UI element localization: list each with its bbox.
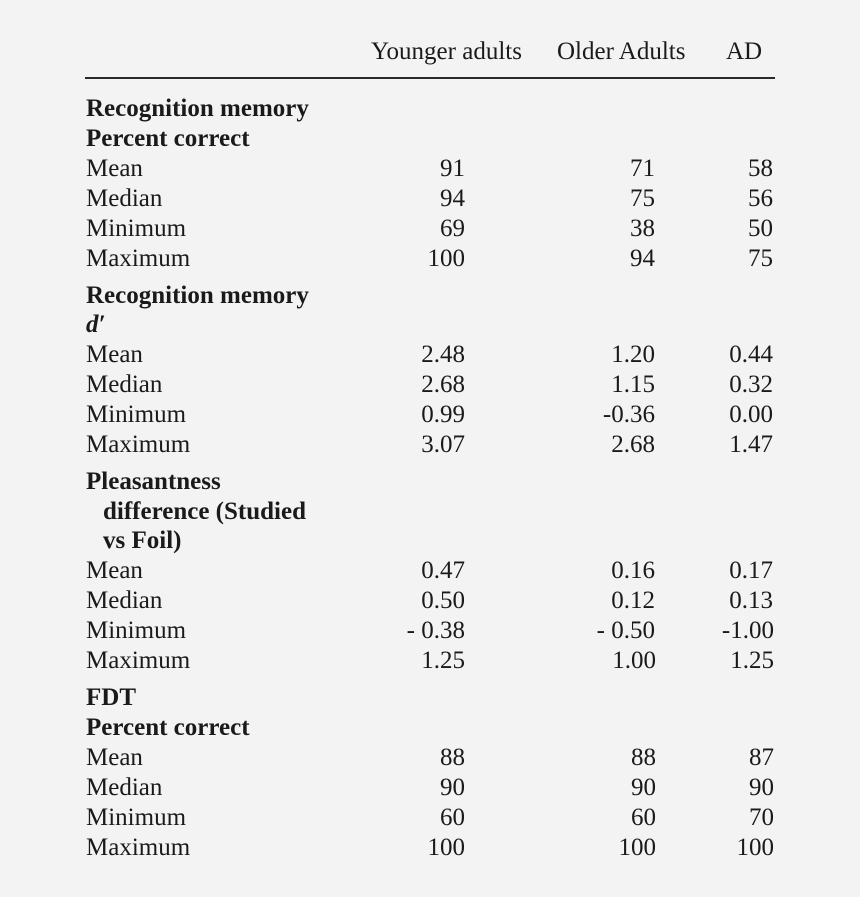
table-row bbox=[0, 370, 860, 400]
row-label: Mean bbox=[86, 744, 143, 771]
cell-younger: 0.50 bbox=[421, 587, 465, 614]
cell-younger: 2.68 bbox=[421, 371, 465, 398]
section-title-row bbox=[0, 94, 860, 124]
section-title: difference (Studied bbox=[103, 498, 306, 525]
table-row bbox=[0, 616, 860, 646]
cell-younger: 3.07 bbox=[421, 431, 465, 458]
row-label: Median bbox=[86, 185, 163, 212]
table-row bbox=[0, 430, 860, 460]
cell-younger: 94 bbox=[440, 185, 465, 212]
cell-ad: 0.13 bbox=[729, 587, 773, 614]
cell-ad: 58 bbox=[748, 155, 773, 182]
cell-older: 0.12 bbox=[611, 587, 655, 614]
section-title-row bbox=[0, 683, 860, 713]
row-label: Maximum bbox=[86, 431, 191, 458]
cell-older: - 0.50 bbox=[596, 617, 655, 644]
cell-younger: 100 bbox=[427, 245, 465, 272]
cell-older: 100 bbox=[618, 834, 656, 861]
section-title-row bbox=[0, 497, 860, 527]
section-title-row bbox=[0, 713, 860, 743]
cell-ad: 0.00 bbox=[729, 401, 773, 428]
row-label: Minimum bbox=[86, 401, 187, 428]
row-label: Minimum bbox=[86, 617, 187, 644]
column-header-older-adults: Older Adults bbox=[557, 38, 686, 65]
cell-ad: 0.32 bbox=[729, 371, 773, 398]
row-label: Mean bbox=[86, 341, 143, 368]
row-label: Maximum bbox=[86, 647, 191, 674]
column-header-younger-adults: Younger adults bbox=[371, 38, 522, 65]
table-row bbox=[0, 244, 860, 274]
cell-older: 94 bbox=[630, 245, 655, 272]
section-title-row bbox=[0, 526, 860, 556]
table-row bbox=[0, 586, 860, 616]
row-label: Maximum bbox=[86, 245, 191, 272]
section-title: Pleasantness bbox=[86, 468, 221, 495]
section-title: Percent correct bbox=[86, 714, 250, 741]
row-label: Minimum bbox=[86, 804, 187, 831]
header-rule bbox=[85, 77, 775, 79]
cell-ad: 0.17 bbox=[729, 557, 773, 584]
column-header-ad: AD bbox=[726, 38, 763, 65]
cell-older: 1.15 bbox=[611, 371, 655, 398]
cell-older: 2.68 bbox=[611, 431, 655, 458]
cell-older: 0.16 bbox=[611, 557, 655, 584]
cell-older: 71 bbox=[630, 155, 655, 182]
cell-younger: 90 bbox=[440, 774, 465, 801]
cell-younger: 100 bbox=[427, 834, 465, 861]
section-title: Recognition memory bbox=[86, 282, 309, 309]
cell-ad: 87 bbox=[749, 744, 774, 771]
cell-ad: -1.00 bbox=[721, 617, 774, 644]
row-label: Mean bbox=[86, 155, 143, 182]
cell-younger: 88 bbox=[440, 744, 465, 771]
cell-younger: 0.47 bbox=[421, 557, 465, 584]
cell-older: 60 bbox=[631, 804, 656, 831]
section-title: FDT bbox=[86, 684, 136, 711]
cell-ad: 56 bbox=[748, 185, 773, 212]
section-title: vs Foil) bbox=[103, 527, 182, 554]
table-row bbox=[0, 556, 860, 586]
cell-younger: 91 bbox=[440, 155, 465, 182]
row-label: Median bbox=[86, 371, 163, 398]
table-row bbox=[0, 646, 860, 676]
cell-younger: 2.48 bbox=[421, 341, 465, 368]
cell-younger: 0.99 bbox=[421, 401, 465, 428]
table-row bbox=[0, 154, 860, 184]
cell-ad: 70 bbox=[749, 804, 774, 831]
cell-older: 90 bbox=[631, 774, 656, 801]
row-label: Median bbox=[86, 774, 163, 801]
cell-younger: 60 bbox=[440, 804, 465, 831]
table-row bbox=[0, 184, 860, 214]
section-title: d′ bbox=[86, 311, 106, 338]
cell-older: 75 bbox=[630, 185, 655, 212]
section-title-row bbox=[0, 467, 860, 497]
row-label: Median bbox=[86, 587, 163, 614]
cell-ad: 0.44 bbox=[729, 341, 773, 368]
table-row bbox=[0, 803, 860, 833]
table-row bbox=[0, 833, 860, 863]
cell-ad: 1.25 bbox=[730, 647, 774, 674]
cell-ad: 50 bbox=[748, 215, 773, 242]
table-row bbox=[0, 214, 860, 244]
section-title: Recognition memory bbox=[86, 95, 309, 122]
cell-older: 1.00 bbox=[612, 647, 656, 674]
table-row bbox=[0, 340, 860, 370]
cell-ad: 75 bbox=[748, 245, 773, 272]
row-label: Mean bbox=[86, 557, 143, 584]
row-label: Maximum bbox=[86, 834, 191, 861]
section-title-row bbox=[0, 124, 860, 154]
section-title: Percent correct bbox=[86, 125, 250, 152]
row-label: Minimum bbox=[86, 215, 187, 242]
table-row bbox=[0, 743, 860, 773]
cell-older: 1.20 bbox=[611, 341, 655, 368]
cell-younger: 69 bbox=[440, 215, 465, 242]
table-row bbox=[0, 773, 860, 803]
section-title-row bbox=[0, 281, 860, 311]
cell-ad: 1.47 bbox=[729, 431, 773, 458]
cell-ad: 90 bbox=[749, 774, 774, 801]
cell-younger: - 0.38 bbox=[406, 617, 465, 644]
section-title-row bbox=[0, 310, 860, 340]
cell-younger: 1.25 bbox=[421, 647, 465, 674]
cell-older: 38 bbox=[630, 215, 655, 242]
table-row bbox=[0, 400, 860, 430]
cell-older: -0.36 bbox=[602, 401, 655, 428]
cell-older: 88 bbox=[631, 744, 656, 771]
cell-ad: 100 bbox=[736, 834, 774, 861]
